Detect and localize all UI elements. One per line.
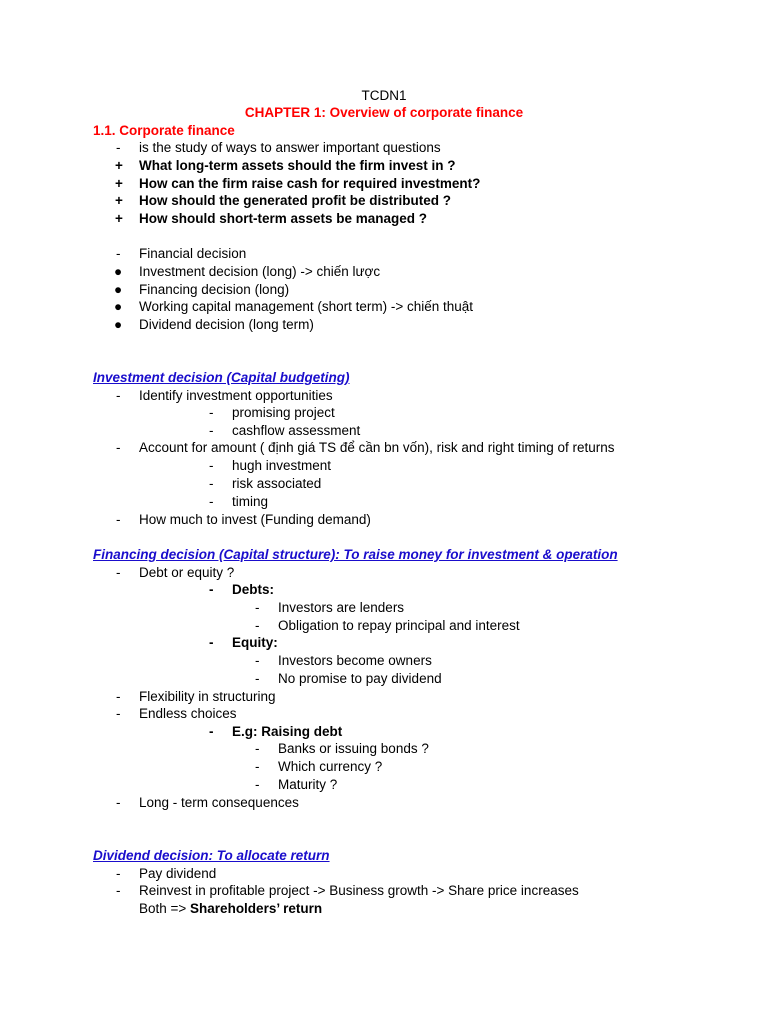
dash-marker: - <box>255 653 260 668</box>
dividend-heading: Dividend decision: To allocate return <box>93 848 330 863</box>
list-item: Debt or equity ? <box>139 565 235 580</box>
list-item: Flexibility in structuring <box>139 689 276 704</box>
dash-marker: - <box>116 565 121 580</box>
dash-marker: - <box>116 440 121 455</box>
decision-item: Working capital management (short term) -> chiến thuật <box>139 299 474 314</box>
dash-marker: - <box>255 671 260 686</box>
dash-marker: - <box>116 795 121 810</box>
plus-marker: + <box>115 176 123 191</box>
example-label: E.g: Raising debt <box>232 724 343 739</box>
dash-marker: - <box>209 724 214 739</box>
plus-marker: + <box>115 193 123 208</box>
sub-list-item: timing <box>232 494 269 509</box>
list-item: Pay dividend <box>139 866 217 881</box>
investment-heading: Investment decision (Capital budgeting) <box>93 370 350 385</box>
dash-marker: - <box>116 706 121 721</box>
plus-marker: + <box>115 158 123 173</box>
list-item: is the study of ways to answer important questions <box>139 140 441 155</box>
list-item: Identify investment opportunities <box>139 388 333 403</box>
financing-heading: Financing decision (Capital structure): To raise money for investment & operation <box>93 547 618 562</box>
question-item: What long-term assets should the firm invest in ? <box>139 158 456 173</box>
sub-sub-list-item: Banks or issuing bonds ? <box>278 741 429 756</box>
plus-marker: + <box>115 211 123 226</box>
document-title: TCDN1 <box>361 88 407 103</box>
bullet-marker: ● <box>114 264 123 279</box>
dash-marker: - <box>255 618 260 633</box>
bullet-marker: ● <box>114 282 123 297</box>
sub-sub-list-item: Maturity ? <box>278 777 338 792</box>
sub-sub-list-item: No promise to pay dividend <box>278 671 442 686</box>
sub-list-item: promising project <box>232 405 335 420</box>
dash-marker: - <box>116 866 121 881</box>
question-item: How should the generated profit be distributed ? <box>139 193 452 208</box>
list-item: How much to invest (Funding demand) <box>139 512 371 527</box>
conclusion-line <box>139 901 322 917</box>
dash-marker: - <box>255 777 260 792</box>
debts-label: Debts: <box>232 582 275 597</box>
sub-sub-list-item: Which currency ? <box>278 759 383 774</box>
dash-marker: - <box>116 140 121 155</box>
decision-item: Dividend decision (long term) <box>139 317 314 332</box>
chapter-title: CHAPTER 1: Overview of corporate finance <box>244 105 524 120</box>
question-item: How can the firm raise cash for required investment? <box>139 176 481 191</box>
dash-marker: - <box>209 423 214 438</box>
sub-list-item: hugh investment <box>232 458 332 473</box>
list-item: Account for amount ( định giá TS để cần bn vốn), risk and right timing of returns <box>139 440 615 455</box>
dash-marker: - <box>209 635 214 650</box>
sub-sub-list-item: Investors become owners <box>278 653 432 668</box>
decision-item: Investment decision (long) -> chiến lược <box>139 264 381 279</box>
dash-marker: - <box>255 741 260 756</box>
list-item: Reinvest in profitable project -> Business growth -> Share price increases <box>139 883 579 898</box>
dash-marker: - <box>116 246 121 261</box>
list-item: Financial decision <box>139 246 247 261</box>
dash-marker: - <box>116 512 121 527</box>
section-heading: 1.1. Corporate finance <box>93 123 235 138</box>
sub-sub-list-item: Investors are lenders <box>278 600 405 615</box>
dash-marker: - <box>255 600 260 615</box>
sub-list-item: risk associated <box>232 476 322 491</box>
list-item: Long - term consequences <box>139 795 299 810</box>
dash-marker: - <box>209 458 214 473</box>
sub-list-item: cashflow assessment <box>232 423 361 438</box>
dash-marker: - <box>209 405 214 420</box>
list-item: Endless choices <box>139 706 237 721</box>
question-item: How should short-term assets be managed ? <box>139 211 428 226</box>
conclusion-prefix: Both => <box>139 901 191 916</box>
dash-marker: - <box>209 476 214 491</box>
equity-label: Equity: <box>232 635 278 650</box>
dash-marker: - <box>209 582 214 597</box>
dash-marker: - <box>209 494 214 509</box>
conclusion-emphasis: Shareholders’ return <box>190 901 323 916</box>
dash-marker: - <box>116 883 121 898</box>
decision-item: Financing decision (long) <box>139 282 290 297</box>
bullet-marker: ● <box>114 317 123 332</box>
sub-sub-list-item: Obligation to repay principal and interest <box>278 618 520 633</box>
dash-marker: - <box>116 388 121 403</box>
dash-marker: - <box>255 759 260 774</box>
dash-marker: - <box>116 689 121 704</box>
bullet-marker: ● <box>114 299 123 314</box>
